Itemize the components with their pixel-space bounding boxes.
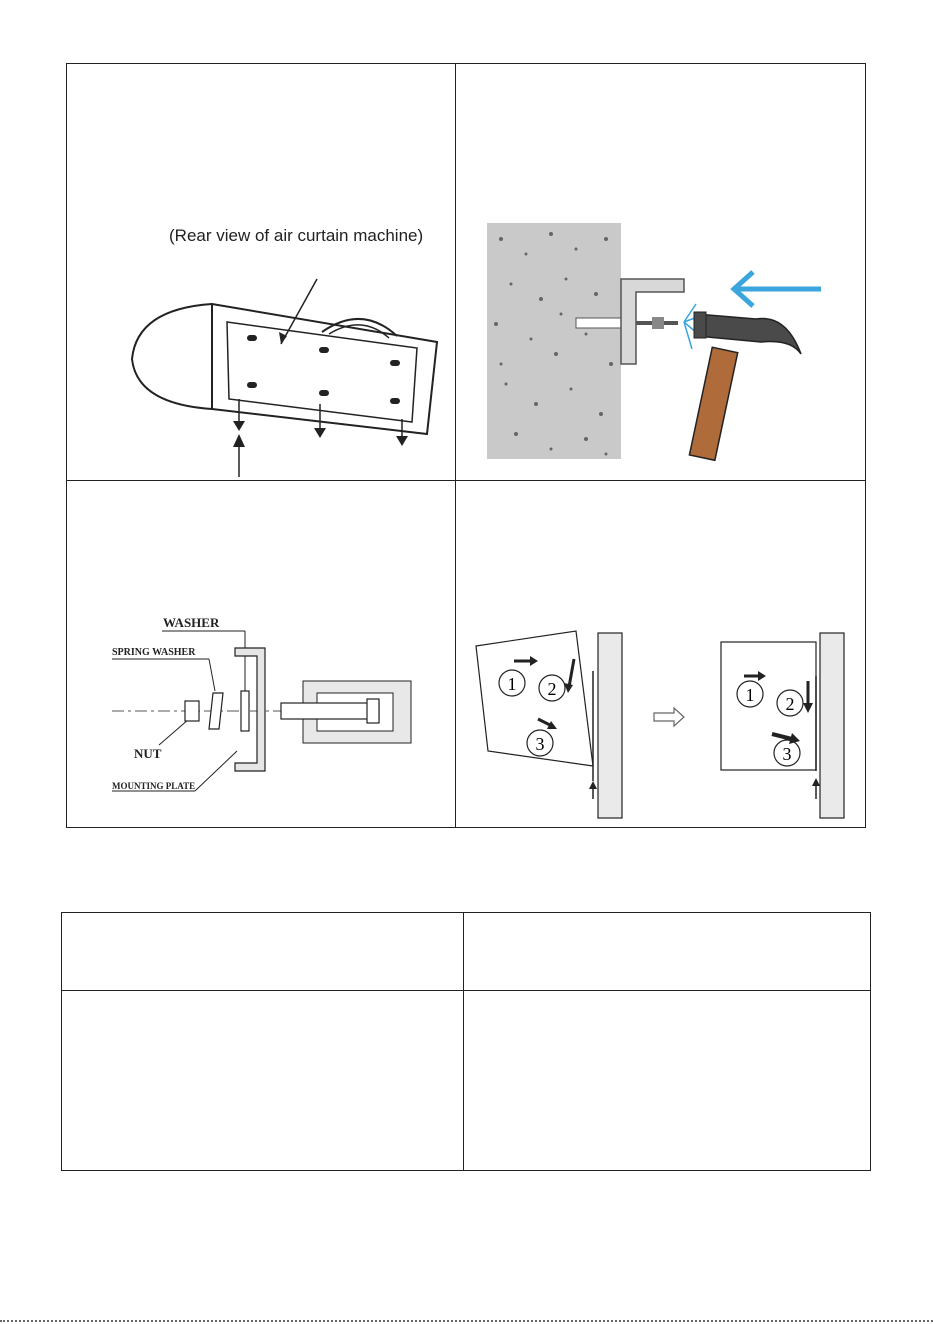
page-bottom-border — [0, 1320, 933, 1322]
step-number-left-1: 1 — [507, 674, 517, 694]
hammer-illustration — [456, 64, 865, 479]
step-number-left-3: 3 — [535, 734, 545, 754]
specification-table-divider-horizontal — [61, 990, 871, 991]
step-number-left-2: 2 — [547, 679, 557, 699]
specification-table — [61, 912, 871, 1171]
rear-view-illustration — [67, 64, 454, 479]
label-spring-washer: SPRING WASHER — [112, 647, 196, 658]
step-number-right-2: 2 — [785, 694, 795, 714]
step-number-right-1: 1 — [745, 685, 755, 705]
rear-view-caption: (Rear view of air curtain machine) — [169, 226, 424, 245]
hardware-illustration — [67, 481, 454, 827]
label-washer: WASHER — [163, 615, 220, 630]
specification-table-divider-vertical — [463, 912, 464, 1171]
label-nut: NUT — [134, 746, 162, 761]
label-mounting-plate: MOUNTING PLATE — [112, 781, 196, 791]
hanging-steps-illustration — [456, 481, 865, 827]
step-number-right-3: 3 — [782, 744, 792, 764]
